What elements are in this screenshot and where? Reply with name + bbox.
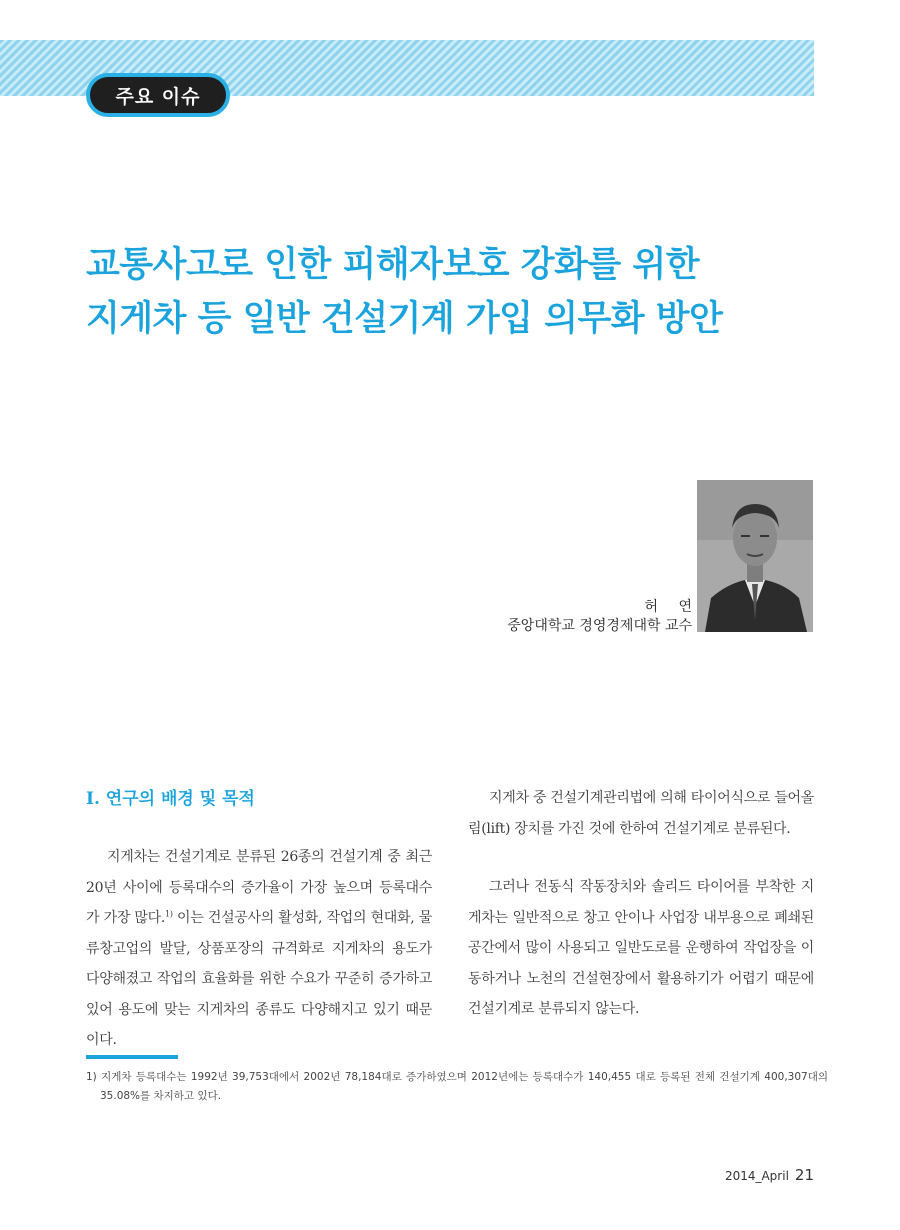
- issue-label: 2014_April: [724, 1169, 789, 1183]
- title-line-2: 지게차 등 일반 건설기계 가입 의무화 방안: [86, 299, 723, 339]
- author-affiliation: 중앙대학교 경영경제대학 교수: [507, 618, 692, 634]
- paragraph-text-continued: 이는 건설공사의 활성화, 작업의 현대화, 물류창고업의 발달, 상품포장의 규격화로 지게차의 용도가 다양해졌고 작업의 효율화를 위한 수요가 꾸준히 증가하고 있어 용도에 맞는 지게차의 종류도 다양해지고 있기 때문이다.: [86, 910, 433, 1048]
- author-name: 허 연: [644, 599, 700, 615]
- body-paragraph-left: [86, 842, 432, 1056]
- body-paragraph-right-2: 그러나 전동식 작동장치와 솔리드 타이어를 부착한 지게차는 일반적으로 창고 안이나 사업장 내부용으로 폐쇄된 공간에서 많이 사용되고 일반도로를 운행하여 작업장을 이동하거나 노천의 건설현장에서 활용하기가 어렵기 때문에 건설기계로 분류되지 않는다.: [468, 879, 814, 1017]
- footnote: 1) 지게차 등록대수는 1992년 39,753대에서 2002년 78,184대로 증가하였으며 2012년에는 등록대수가 140,455 대로 등록된 전체 건설기계 400,307대의 35.08%를 차지하고 있다.: [86, 1071, 828, 1102]
- body-paragraph-right-1: 지게차 중 건설기계관리법에 의해 타이어식으로 들어올림(lift) 장치를 가진 것에 한하여 건설기계로 분류된다.: [468, 790, 814, 837]
- section-badge: 주요 이슈: [86, 73, 230, 117]
- page-footer: [725, 1166, 814, 1184]
- article-title: [86, 238, 722, 346]
- title-line-1: 교통사고로 인한 피해자보호 강화를 위한: [86, 245, 700, 285]
- page-number: 21: [794, 1166, 814, 1184]
- author-portrait-icon: [697, 480, 813, 632]
- author-block: [507, 598, 700, 636]
- section-heading: Ⅰ. 연구의 배경 및 목적: [86, 789, 255, 809]
- footnote-reference: 1): [165, 909, 173, 919]
- paragraph-text: 지게차는 건설기계로 분류된 26종의 건설기계 중 최근 20년 사이에 등록대수의 증가율이 가장 높으며 등록대수가 가장 많다.: [86, 849, 432, 926]
- footnote-divider: [86, 1055, 178, 1059]
